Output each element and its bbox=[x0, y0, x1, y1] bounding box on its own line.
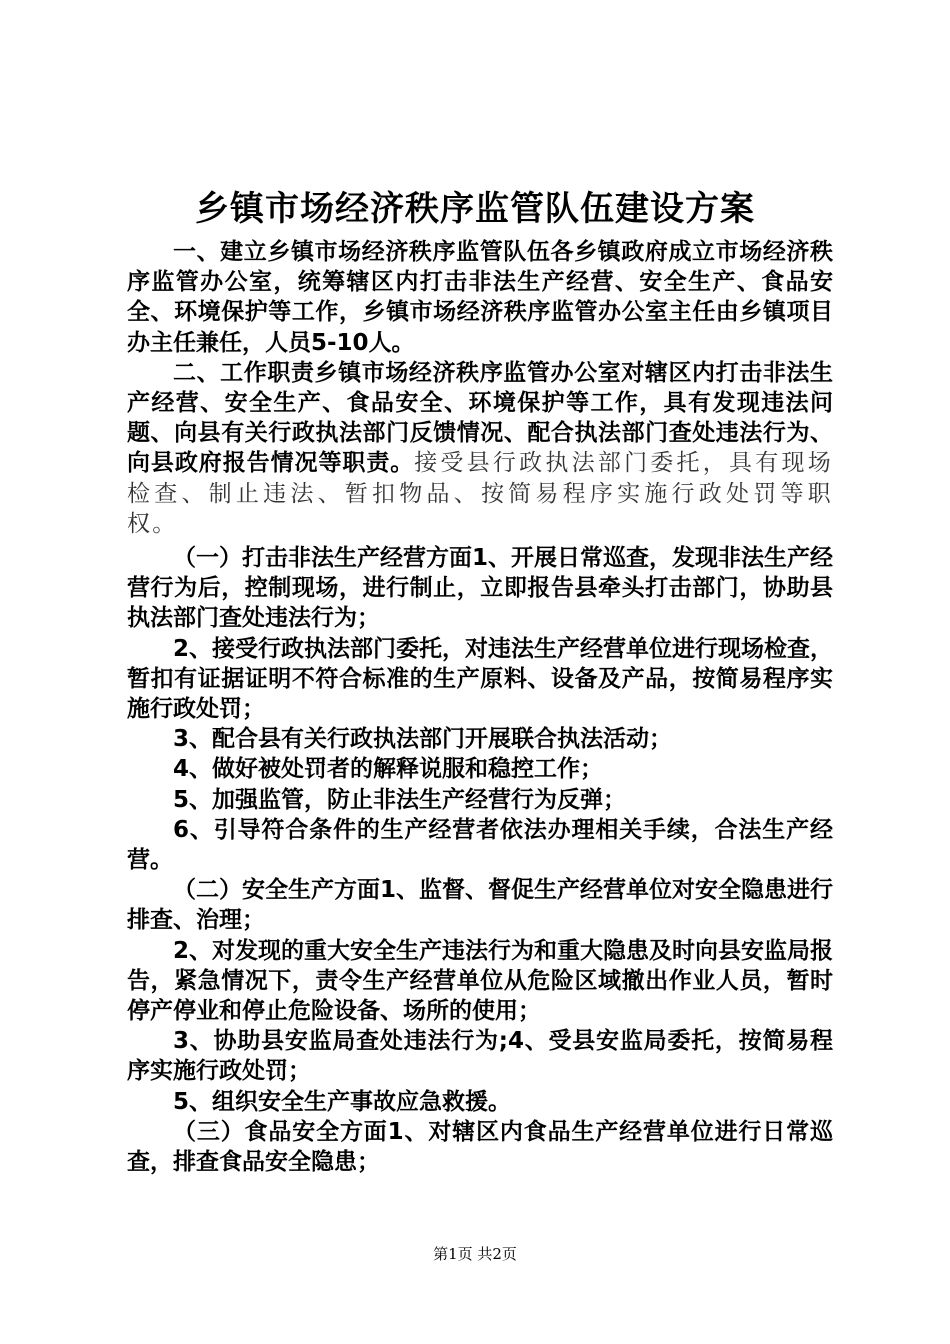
paragraph-item-2: 2、接受行政执法部门委托，对违法生产经营单位进行现场检查，暂扣有证据证明不符合标准的生产原料、设备及产品，按简易程序实施行政处罚； bbox=[127, 635, 834, 723]
paragraph-food-safety: （三）食品安全方面1、对辖区内食品生产经营单位进行日常巡查，排查食品安全隐患； bbox=[127, 1118, 833, 1176]
paragraph-illegal-production: （一）打击非法生产经营方面1、开展日常巡查，发现非法生产经营行为后，控制现场，进行制止，立即报告县牵头打击部门，协助县执法部门查处违法行为； bbox=[127, 545, 834, 632]
document-title: 乡镇市场经济秩序监管队伍建设方案 bbox=[195, 189, 755, 229]
document-body bbox=[127, 237, 833, 1177]
paragraph-work-safety: （二）安全生产方面1、监督、督促生产经营单位对安全隐患进行排查、治理； bbox=[127, 877, 834, 934]
paragraph-safety-item-3-4: 3、协助县安监局查处违法行为;4、受县安监局委托，按简易程序实施行政处罚； bbox=[127, 1028, 833, 1085]
paragraph-safety-item-5: 5、组织安全生产事故应急救援。 bbox=[173, 1088, 512, 1115]
paragraph-section-two bbox=[127, 358, 833, 539]
paragraph-safety-item-2: 2、对发现的重大安全生产违法行为和重大隐患及时向县安监局报告，紧急情况下，责令生产经营单位从危险区域撤出作业人员，暂时停产停业和停止危险设备、场所的使用； bbox=[127, 937, 834, 1025]
paragraph-section-two-main: 二、工作职责乡镇市场经济秩序监管办公室对辖区内打击非法生产经营、安全生产、食品安全、环境保护等工作，具有发现违法问题、向县有关行政执法部门反馈情况、配合执法部门查处违法行为、向县政府报告情况等职责。 bbox=[127, 359, 833, 477]
page-footer: 第1页 共2页 bbox=[433, 1245, 517, 1263]
paragraph-item-3: 3、配合县有关行政执法部门开展联合执法活动； bbox=[173, 726, 673, 753]
paragraph-item-6: 6、引导符合条件的生产经营者依法办理相关手续，合法生产经营。 bbox=[127, 816, 833, 874]
paragraph-item-5: 5、加强监管，防止非法生产经营行为反弹； bbox=[173, 786, 627, 813]
paragraph-section-two-entrusted: 接受县行政执法部门委托，具有现场检查、制止违法、暂扣物品、按简易程序实施行政处罚等职权。 bbox=[127, 450, 833, 537]
paragraph-section-one: 一、建立乡镇市场经济秩序监管队伍各乡镇政府成立市场经济秩序监管办公室，统筹辖区内打击非法生产经营、安全生产、食品安全、环境保护等工作，乡镇市场经济秩序监管办公室主任由乡镇项目办主任兼任，人员5-10人。 bbox=[127, 239, 833, 356]
paragraph-item-4: 4、做好被处罚者的解释说服和稳控工作； bbox=[173, 756, 604, 783]
